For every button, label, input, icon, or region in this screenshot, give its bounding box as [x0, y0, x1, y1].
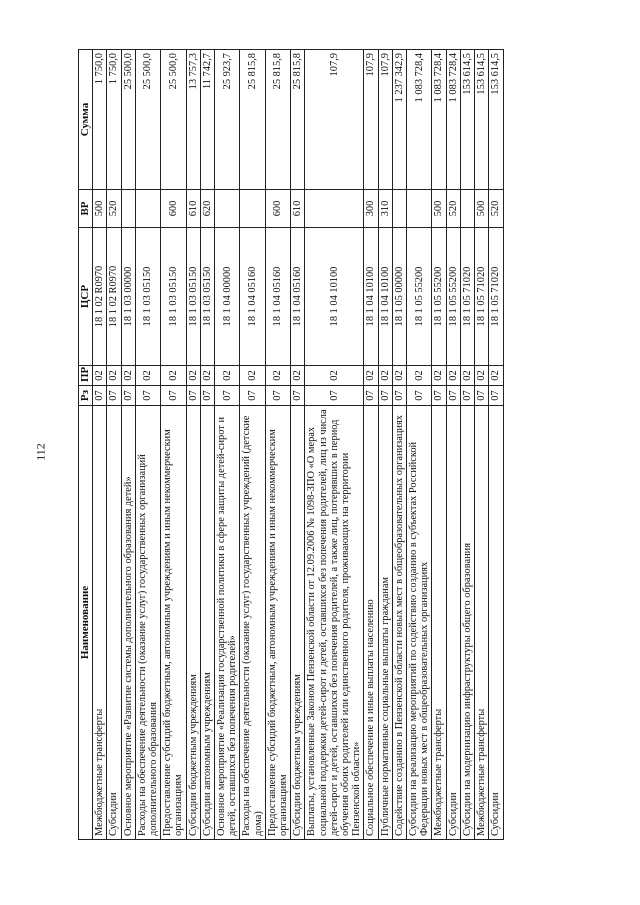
cell-sum: 1 750,0 — [107, 50, 121, 190]
cell-name: Субсидии на реализацию мероприятий по содействию созданию в субъектах Российской Федерации новых мест в общеобразовательных организациях — [407, 406, 432, 840]
table-row — [291, 50, 305, 840]
cell-name: Субсидии на модернизацию инфраструктуры общего образования — [460, 406, 474, 840]
cell-name: Межбюджетные трансферты — [93, 406, 107, 840]
table-row — [446, 50, 460, 840]
table-row — [93, 50, 107, 840]
table-row — [378, 50, 392, 840]
header-csr: ЦСР — [79, 228, 93, 366]
table-row — [489, 50, 503, 840]
cell-rz: 07 — [291, 386, 305, 406]
cell-csr: 18 1 04 10100 — [305, 228, 364, 366]
cell-sum: 1 083 728,4 — [432, 50, 446, 190]
cell-pr: 02 — [265, 366, 290, 386]
cell-name: Субсидии — [107, 406, 121, 840]
cell-pr: 02 — [305, 366, 364, 386]
cell-pr: 02 — [489, 366, 503, 386]
cell-name: Субсидии бюджетным учреждениям — [186, 406, 200, 840]
cell-name: Расходы на обеспечение деятельности (оказание услуг) государственных организаций дополнительного образования — [135, 406, 160, 840]
table-row — [305, 50, 364, 840]
cell-csr: 18 1 05 55200 — [432, 228, 446, 366]
table-row — [135, 50, 160, 840]
cell-vr — [135, 190, 160, 228]
cell-name: Межбюджетные трансферты — [475, 406, 489, 840]
cell-pr: 02 — [291, 366, 305, 386]
cell-sum: 25 500,0 — [161, 50, 186, 190]
cell-sum: 25 923,7 — [215, 50, 240, 190]
cell-name: Расходы на обеспечение деятельности (оказание услуг) государственных учреждений (детские дома) — [240, 406, 265, 840]
cell-rz: 07 — [240, 386, 265, 406]
cell-name: Предоставление субсидий бюджетным, автономным учреждениям и иным некоммерческим организациям — [161, 406, 186, 840]
table-row — [392, 50, 406, 840]
cell-csr: 18 1 05 55200 — [407, 228, 432, 366]
cell-pr: 02 — [121, 366, 135, 386]
cell-sum: 153 614,5 — [475, 50, 489, 190]
cell-csr: 18 1 04 10100 — [378, 228, 392, 366]
cell-rz: 07 — [378, 386, 392, 406]
cell-sum: 1 237 342,9 — [392, 50, 406, 190]
cell-sum: 25 815,8 — [291, 50, 305, 190]
cell-pr: 02 — [407, 366, 432, 386]
cell-vr: 620 — [200, 190, 214, 228]
cell-rz: 07 — [446, 386, 460, 406]
cell-sum: 153 614,5 — [460, 50, 474, 190]
cell-csr: 18 1 05 71020 — [460, 228, 474, 366]
table-row — [407, 50, 432, 840]
cell-sum: 1 750,0 — [93, 50, 107, 190]
cell-csr: 18 1 04 10100 — [364, 228, 378, 366]
cell-name: Содействие созданию в Пензенской области новых мест в общеобразовательных организациях — [392, 406, 406, 840]
cell-csr: 18 1 03 05150 — [161, 228, 186, 366]
cell-vr: 300 — [364, 190, 378, 228]
page-number: 112 — [33, 443, 48, 461]
cell-vr: 500 — [432, 190, 446, 228]
cell-rz: 07 — [186, 386, 200, 406]
cell-rz: 07 — [407, 386, 432, 406]
cell-rz: 07 — [305, 386, 364, 406]
cell-sum: 25 500,0 — [135, 50, 160, 190]
cell-csr: 18 1 02 R0970 — [93, 228, 107, 366]
cell-vr — [305, 190, 364, 228]
cell-name: Межбюджетные трансферты — [432, 406, 446, 840]
cell-csr: 18 1 03 05150 — [200, 228, 214, 366]
cell-vr — [240, 190, 265, 228]
cell-rz: 07 — [200, 386, 214, 406]
cell-vr: 520 — [489, 190, 503, 228]
cell-pr: 02 — [475, 366, 489, 386]
table-row — [240, 50, 265, 840]
cell-vr: 610 — [186, 190, 200, 228]
cell-csr: 18 1 03 05150 — [135, 228, 160, 366]
rotated-page-content — [78, 50, 606, 840]
cell-csr: 18 1 04 05160 — [240, 228, 265, 366]
cell-pr: 02 — [460, 366, 474, 386]
cell-rz: 07 — [489, 386, 503, 406]
cell-rz: 07 — [475, 386, 489, 406]
cell-pr: 02 — [107, 366, 121, 386]
cell-sum: 107,9 — [378, 50, 392, 190]
table-row — [460, 50, 474, 840]
header-name: Наименование — [79, 406, 93, 840]
cell-vr: 610 — [291, 190, 305, 228]
cell-csr: 18 1 05 71020 — [489, 228, 503, 366]
cell-rz: 07 — [392, 386, 406, 406]
cell-name: Субсидии — [489, 406, 503, 840]
cell-rz: 07 — [460, 386, 474, 406]
cell-rz: 07 — [121, 386, 135, 406]
table-row — [215, 50, 240, 840]
cell-csr: 18 1 03 05150 — [186, 228, 200, 366]
cell-name: Субсидии — [446, 406, 460, 840]
cell-sum: 11 742,7 — [200, 50, 214, 190]
table-row — [186, 50, 200, 840]
cell-name: Публичные нормативные социальные выплаты гражданам — [378, 406, 392, 840]
cell-rz: 07 — [265, 386, 290, 406]
cell-pr: 02 — [93, 366, 107, 386]
cell-csr: 18 1 05 55200 — [446, 228, 460, 366]
cell-rz: 07 — [93, 386, 107, 406]
cell-vr: 520 — [446, 190, 460, 228]
cell-name: Основное мероприятие «Развитие системы дополнительного образования детей» — [121, 406, 135, 840]
cell-sum: 1 083 728,4 — [407, 50, 432, 190]
cell-sum: 1 083 728,4 — [446, 50, 460, 190]
cell-rz: 07 — [161, 386, 186, 406]
cell-vr: 600 — [161, 190, 186, 228]
cell-pr: 02 — [378, 366, 392, 386]
cell-name: Основное мероприятие «Реализация государственной политики в сфере защиты детей-сирот и детей, оставшихся без попечения родителей» — [215, 406, 240, 840]
cell-pr: 02 — [200, 366, 214, 386]
cell-vr — [460, 190, 474, 228]
cell-name: Социальное обеспечение и иные выплаты населению — [364, 406, 378, 840]
cell-vr: 500 — [475, 190, 489, 228]
cell-vr — [392, 190, 406, 228]
budget-table — [78, 49, 504, 840]
cell-csr: 18 1 05 00000 — [392, 228, 406, 366]
cell-csr: 18 1 03 00000 — [121, 228, 135, 366]
table-header-row — [79, 50, 93, 840]
cell-name: Выплаты, установленные Законом Пензенской области от 12.09.2006 № 1098-ЗПО «О мерах социальной поддержки детей-сирот и детей, оставшихся без попечения родителей, лиц из числа детей-сирот и детей, оставшихся без попечения родителей, а также лиц, потерявших в период обучения обоих родителей или единственного родителя, проживающих на территории Пензенской области» — [305, 406, 364, 840]
header-rz: Рз — [79, 386, 93, 406]
cell-pr: 02 — [240, 366, 265, 386]
cell-rz: 07 — [215, 386, 240, 406]
cell-sum: 107,9 — [364, 50, 378, 190]
cell-sum: 13 757,3 — [186, 50, 200, 190]
cell-vr: 600 — [265, 190, 290, 228]
cell-sum: 153 614,5 — [489, 50, 503, 190]
cell-rz: 07 — [364, 386, 378, 406]
cell-pr: 02 — [364, 366, 378, 386]
cell-pr: 02 — [432, 366, 446, 386]
table-row — [121, 50, 135, 840]
cell-sum: 107,9 — [305, 50, 364, 190]
cell-rz: 07 — [432, 386, 446, 406]
cell-name: Предоставление субсидий бюджетным, автономным учреждениям и иным некоммерческим организациям — [265, 406, 290, 840]
header-pr: ПР — [79, 366, 93, 386]
cell-vr: 520 — [107, 190, 121, 228]
table-row — [265, 50, 290, 840]
cell-csr: 18 1 05 71020 — [475, 228, 489, 366]
table-row — [432, 50, 446, 840]
table-row — [107, 50, 121, 840]
cell-sum: 25 815,8 — [265, 50, 290, 190]
cell-name: Субсидии автономным учреждениям — [200, 406, 214, 840]
cell-rz: 07 — [107, 386, 121, 406]
cell-pr: 02 — [186, 366, 200, 386]
cell-pr: 02 — [161, 366, 186, 386]
cell-vr — [407, 190, 432, 228]
cell-csr: 18 1 04 05160 — [265, 228, 290, 366]
table-row — [475, 50, 489, 840]
cell-pr: 02 — [392, 366, 406, 386]
cell-csr: 18 1 04 00000 — [215, 228, 240, 366]
table-row — [161, 50, 186, 840]
cell-sum: 25 500,0 — [121, 50, 135, 190]
cell-name: Субсидии бюджетным учреждениям — [291, 406, 305, 840]
table-row — [200, 50, 214, 840]
header-vr: ВР — [79, 190, 93, 228]
cell-vr — [215, 190, 240, 228]
cell-rz: 07 — [135, 386, 160, 406]
cell-csr: 18 1 04 05160 — [291, 228, 305, 366]
cell-sum: 25 815,8 — [240, 50, 265, 190]
cell-pr: 02 — [215, 366, 240, 386]
cell-csr: 18 1 02 R0970 — [107, 228, 121, 366]
cell-pr: 02 — [446, 366, 460, 386]
table-row — [364, 50, 378, 840]
cell-vr: 500 — [93, 190, 107, 228]
header-sum: Сумма — [79, 50, 93, 190]
cell-vr: 310 — [378, 190, 392, 228]
cell-vr — [121, 190, 135, 228]
cell-pr: 02 — [135, 366, 160, 386]
